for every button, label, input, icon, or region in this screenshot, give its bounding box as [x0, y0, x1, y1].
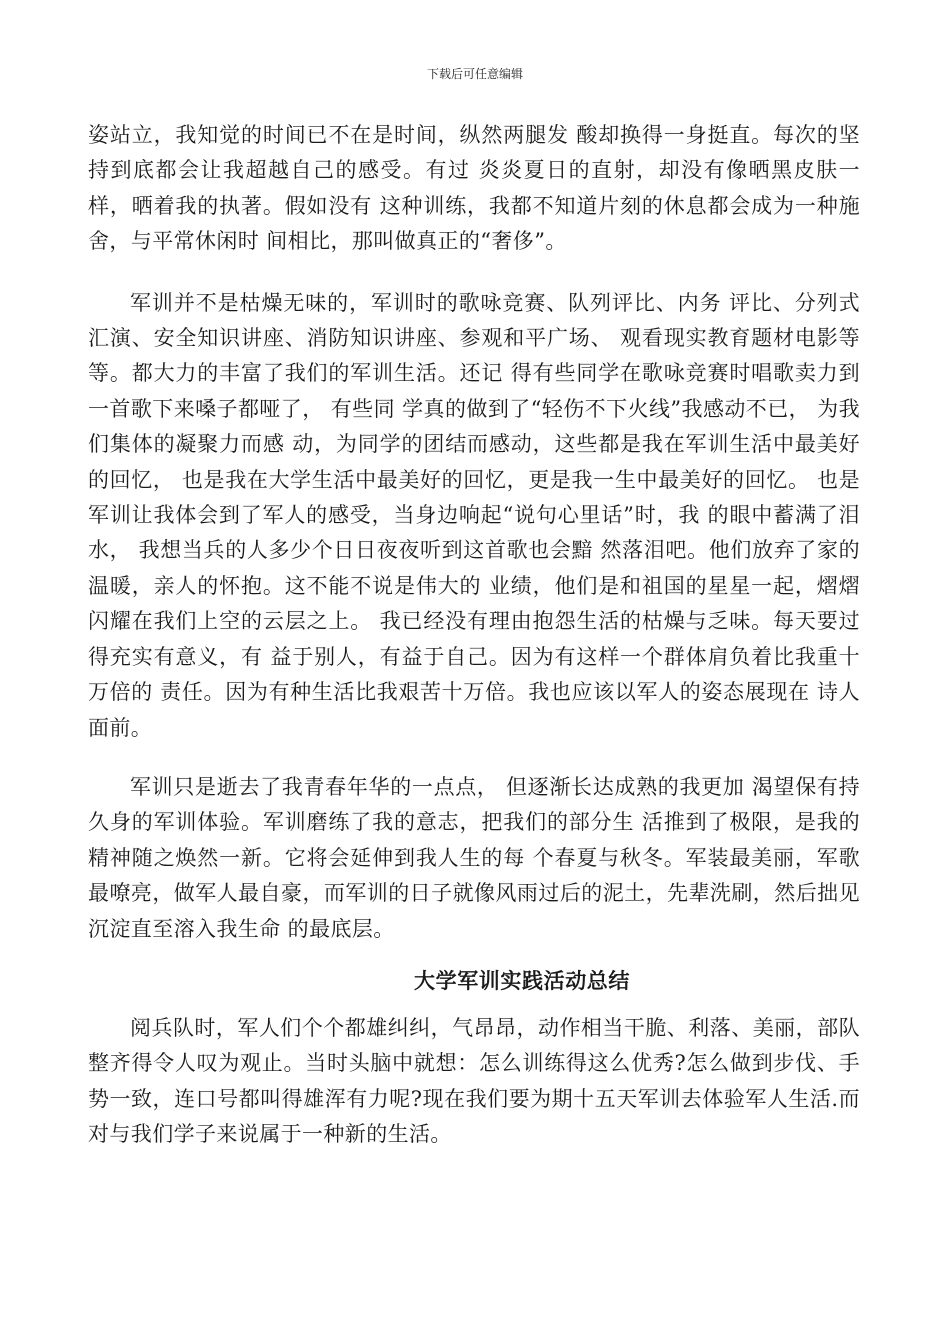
section-spacer [88, 997, 860, 1011]
page-header: 下载后可任意编辑 [426, 67, 523, 81]
paragraph-1: 姿站立，我知觉的时间已不在是时间，纵然两腿发 酸却换得一身挺直。每次的坚持到底都会让我超越自己的感受。有过 炎炎夏日的直射，却没有像晒黑皮肤一样，晒着我的执著。假如没有 这种训练，我都不知道片刻的休息都会成为一种施舍，与平常休闲时 间相比，那叫做真正的“奢侈”。 [88, 123, 860, 254]
paragraph-spacer [88, 260, 860, 286]
paragraph-3: 军训只是逝去了我青春年华的一点点， 但逐渐长达成熟的我更加 渴望保有持久身的军训体验。军训磨练了我的意志，把我们的部分生 活推到了极限，是我的精神随之焕然一新。它将会延伸到我人生的每 个春夏与秋冬。军装最美丽，军歌最嘹亮，做军人最自豪，而军训的日子就像风雨过后的泥土，先辈洗刷，然后拙见沉淀直至溶入我生命 的最底层。 [88, 774, 860, 941]
section-spacer [88, 947, 860, 965]
paragraph-2: 军训并不是枯燥无味的，军训时的歌咏竞赛、队列评比、内务 评比、分列式汇演、安全知识讲座、消防知识讲座、参观和平广场、 观看现实教育题材电影等等。都大力的丰富了我们的军训生活。还记 得有些同学在歌咏竞赛时唱歌卖力到一首歌下来嗓子都哑了， 有些同 学真的做到了“轻伤不下火线”我感动不已， 为我们集体的凝聚力而感 动，为同学的团结而感动，这些都是我在军训生活中最美好的回忆， 也是我在大学生活中最美好的回忆，更是我一生中最美好的回忆。 也是军训让我体会到了军人的感受，当身边响起“说句心里话”时，我 的眼中蓄满了泪水， 我想当兵的人多少个日日夜夜听到这首歌也会黯 然落泪吧。他们放弃了家的温暖，亲人的怀抱。这不能不说是伟大的 业绩，他们是和祖国的星星一起，熠熠闪耀在我们上空的云层之上。 我已经没有理由抱怨生活的枯燥与乏味。每天要过得充实有意义，有 益于别人，有益于自己。因为有这样一个群体肩负着比我重十万倍的 责任。因为有种生活比我艰苦十万倍。我也应该以军人的姿态展现在 诗人面前。 [88, 290, 860, 740]
document-body [88, 118, 860, 1153]
section-title: 大学军训实践活动总结 [414, 967, 630, 993]
section-paragraph-1: 阅兵队时，军人们个个都雄纠纠，气昂昂，动作相当干脆、利落、美丽，部队整齐得令人叹为观止。当时头脑中就想：怎么训练得这么优秀?怎么做到步伐、手势一致，连口号都叫得雄浑有力呢?现在我们要为期十五天军训去体验军人生活.而对与我们学子来说属于一种新的生活。 [88, 1015, 860, 1147]
paragraph-spacer [88, 746, 860, 770]
